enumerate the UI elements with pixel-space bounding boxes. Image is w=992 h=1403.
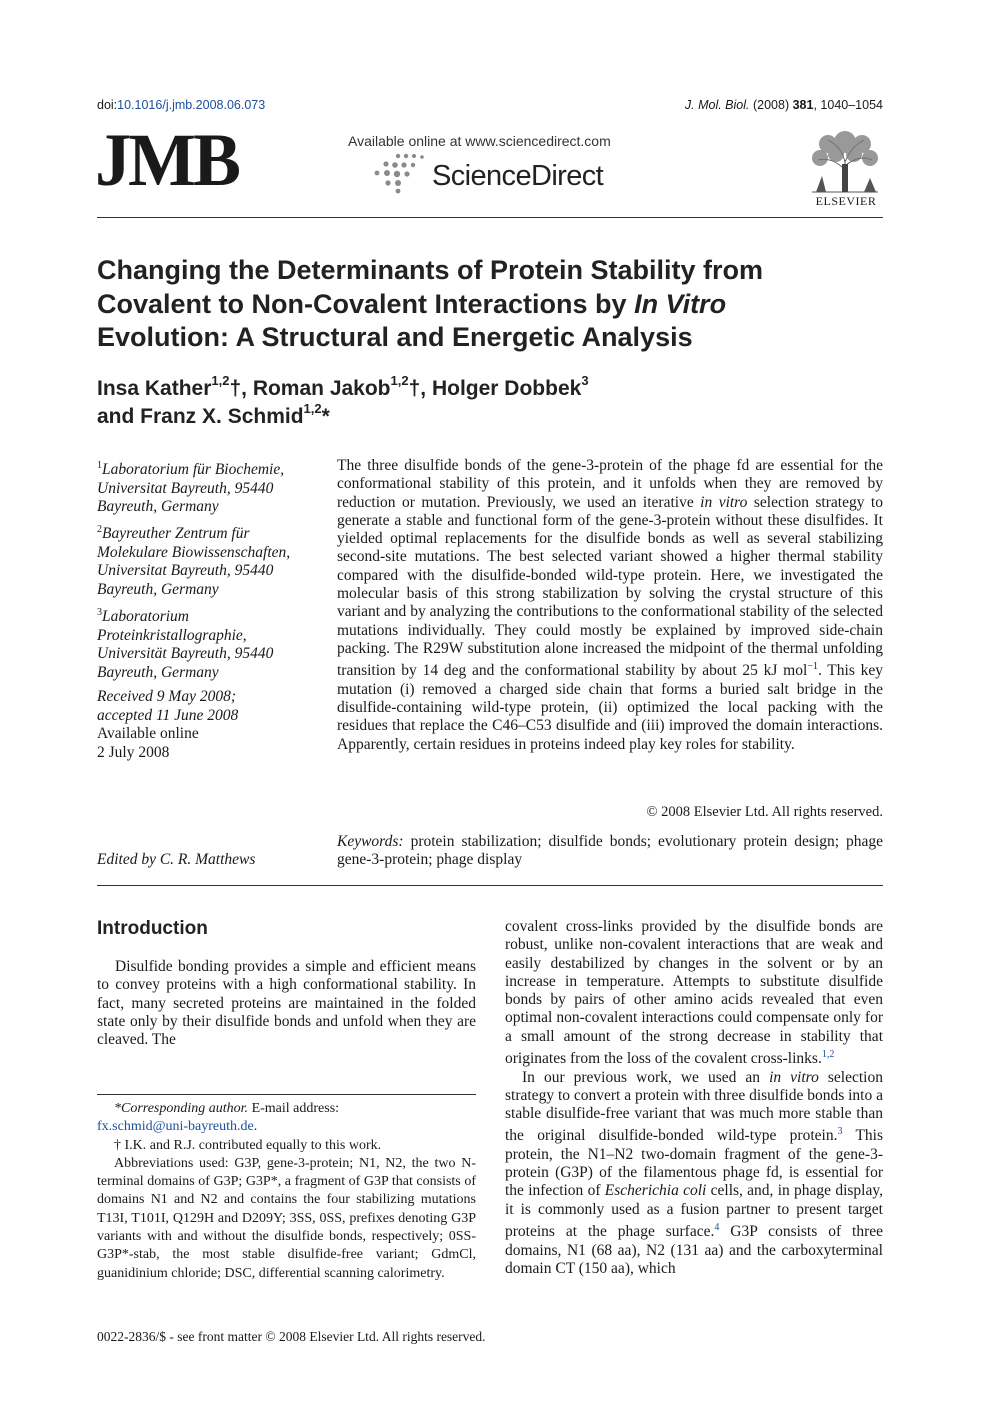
intro-heading: Introduction: [97, 918, 208, 939]
corresponding-label: *Corresponding author.: [114, 1101, 249, 1116]
email-end: .: [253, 1119, 258, 1135]
keywords-text: protein stabilization; disulfide bonds; evolutionary protein design; phage gene-3-protein; phage display: [337, 833, 883, 869]
intro-right-paragraph-2: [505, 1069, 883, 1279]
journal-name: J. Mol. Biol.: [684, 98, 750, 112]
keywords-label: Keywords:: [337, 833, 404, 850]
author-2-sup: 1,2: [390, 373, 409, 388]
affiliation-2-l1: Bayreuther Zentrum für: [102, 525, 250, 543]
doi-prefix: doi:: [97, 98, 118, 112]
intro-right-text-2b: selection strategy to convert a protein with three disulfide bonds into a stable disulfide-free variant that was much more stable than the original disulfide-bonded wild-type protein.: [505, 1068, 883, 1145]
corresponding-text: E-mail address:: [248, 1101, 340, 1116]
intro-paragraph-1: Disulfide bonding provides a simple and efficient means to convey proteins with a high conformational stability. In fact, many secreted proteins are maintained in the folded state only by their disulfide bonds and unfold when they are cleaved. The: [97, 958, 476, 1049]
ref-4[interactable]: 4: [714, 1222, 720, 1234]
sciencedirect-wordmark: ScienceDirect: [432, 160, 604, 192]
intro-right-text-2d: cells, and, in phage display, it is commonly used as a fusion partner to present target proteins at the phage surface.: [505, 1182, 883, 1241]
title-line-1: Changing the Determinants of Protein Stability from: [97, 255, 764, 285]
affiliation-1-num: 1: [97, 460, 102, 471]
copyright: © 2008 Elsevier Ltd. All rights reserved.: [646, 804, 883, 820]
author-1-mark: †,: [229, 377, 253, 400]
ref-1-2[interactable]: 1,2: [821, 1049, 835, 1061]
elsevier-tree-icon: [806, 130, 884, 194]
abstract-part-1: The three disulfide bonds of the gene-3-protein of the phage fd are essential for the conformational stability of this protein, and it unfolds when they are removed by reduction or mutation. Previously, we used an iterative: [337, 457, 883, 511]
affiliation-3-num: 3: [97, 607, 102, 618]
intro-right-text-2e: G3P consists of three domains, N1 (68 aa), N2 (131 aa) and the carboxyterminal domain CT (150 aa), which: [505, 1223, 883, 1277]
affiliation-3-l2: Proteinkristallographie,: [97, 626, 247, 644]
intro-right-paragraph-1: [505, 918, 883, 1069]
author-2: Roman Jakob: [252, 377, 391, 400]
keywords: [337, 833, 883, 870]
page-footer: 0022-2836/$ - see front matter © 2008 Elsevier Ltd. All rights reserved.: [97, 1329, 486, 1344]
intro-right-italic: in vitro: [769, 1068, 819, 1086]
affiliation-1-l3: Bayreuth, Germany: [97, 498, 219, 516]
author-1-sup: 1,2: [211, 373, 230, 388]
intro-right-text-2a: In our previous work, we used an: [522, 1068, 770, 1086]
author-3: Holger Dobbek: [431, 377, 582, 400]
available-online: Available online at www.sciencedirect.com: [348, 133, 611, 149]
edited-by: Edited by C. R. Matthews: [97, 851, 256, 868]
abstract-part-3: . This key mutation (i) removed a charged side chain that forms a buried salt bridge in the disulfide-containing wild-type protein, (ii) optimized the local packing with the residues that replace the C46–C53 disulfide and (iii) improved the domain interactions. Apparently, certain residues in proteins indeed play key roles for stability.: [337, 662, 883, 753]
affiliation-1: [97, 457, 312, 517]
footnote-rule: [97, 1094, 476, 1095]
intro-right-text-2c: This protein, the N1–N2 two-domain fragment of the gene-3-protein (G3P) of the filamentous phage fd, is essential for the infection of: [505, 1127, 883, 1200]
title-line-3: Evolution: A Structural and Energetic Analysis: [97, 322, 693, 352]
authors-line-1: [97, 375, 589, 401]
jmb-logo: JMB: [95, 118, 238, 202]
pages: 1040–1054: [820, 98, 883, 112]
intro-right-italic-2: Escherichia coli: [604, 1182, 707, 1200]
abbreviations: Abbreviations used: G3P, gene-3-protein; N1, N2, the two N-terminal domains of G3P; G3P*, a fragment of G3P that consists of domains N1 and N2 and contains the four stabilizing mutations T13I, T101I, Q129H and D209Y; 3SS, 0SS, prefixes denoting G3P variants with and without the disulfide bonds, respectively; 0SS-G3P*-stab, the most stable disulfide-free variant; GdmCl, guanidinium chloride; DSC, differential scanning calorimetry.: [97, 1155, 476, 1281]
article-dates: [97, 688, 312, 762]
author-2-mark: †,: [408, 377, 432, 400]
title-italic: In Vitro: [634, 289, 727, 319]
author-3-sup: 3: [581, 373, 589, 388]
affiliation-2-l2: Molekulare Biowissenschaften,: [97, 543, 291, 561]
year: (2008): [752, 98, 790, 112]
authors-line-2: [97, 403, 330, 429]
affiliation-2-num: 2: [97, 524, 102, 535]
equal-contribution: † I.K. and R.J. contributed equally to this work.: [114, 1137, 382, 1153]
affiliation-1-l2: Universitat Bayreuth, 95440: [97, 479, 274, 497]
author-4-mark: *: [321, 405, 330, 428]
intro-right-text-1: covalent cross-links provided by the disulfide bonds are robust, unlike non-covalent interactions that are weak and easily destabilized by changes in the solvent or by an increase in temperature. Attempts to substitute disulfide bonds by pairs of other amino acids revealed that even optimal non-covalent interactions could compensate only for a small amount of the strong decrease in stability that originates from the loss of the covalent cross-links.: [505, 918, 883, 1068]
email-link[interactable]: fx.schmid@uni-bayreuth.de: [97, 1119, 254, 1135]
author-4-pre: and: [97, 405, 141, 428]
intro-right-column: [505, 918, 883, 1278]
affiliation-2-l3: Universitat Bayreuth, 95440: [97, 562, 274, 580]
footnotes: [97, 1100, 476, 1283]
online-date: 2 July 2008: [97, 743, 170, 761]
affiliation-3-l3: Universität Bayreuth, 95440: [97, 645, 274, 663]
citation: J. Mol. Biol. (2008) 381, 1040–1054: [684, 98, 883, 112]
doi-link[interactable]: 10.1016/j.jmb.2008.06.073: [117, 98, 266, 112]
masthead-rule: [97, 217, 883, 218]
author-1: Insa Kather: [97, 377, 212, 400]
abstract-rule: [97, 885, 883, 886]
author-4: Franz X. Schmid: [140, 405, 304, 428]
accepted-date: accepted 11 June 2008: [97, 706, 239, 724]
affiliation-1-l1: Laboratorium für Biochemie,: [102, 461, 285, 479]
doi-line: [97, 98, 265, 112]
affiliation-3-l1: Laboratorium: [102, 608, 189, 626]
intro-left-paragraph: [97, 958, 476, 1049]
title-line-2-text: Covalent to Non-Covalent Interactions by: [97, 289, 635, 319]
title-line-2: [97, 289, 726, 320]
abstract-sup: −1: [807, 661, 818, 673]
abstract-part-2: selection strategy to generate a stable and functional form of the gene-3-protein without these disulfides. It yielded optimal replacements for the disulfide bonds as well as several stabilizing second-site mutations. The best selected variant showed a higher thermal stability compared with the disulfide-bonded wild-type protein. Here, we investigated the molecular basis of this strong stabilization by solving the crystal structure of this variant and by analyzing the contributions to the conformational stability of the selected mutations individually. They could mostly be explained by improved side-chain packing. The R29W substitution alone increased the midpoint of the thermal unfolding transition by 14 deg and the conformational stability by about 25 kJ mol: [337, 493, 883, 680]
author-4-sup: 1,2: [303, 401, 322, 416]
ref-3[interactable]: 3: [837, 1126, 843, 1138]
affiliation-3-l4: Bayreuth, Germany: [97, 663, 219, 681]
sciencedirect-dots-icon: [372, 152, 428, 194]
affiliation-3: [97, 604, 312, 682]
online-label: Available online: [97, 725, 199, 742]
volume: 381: [792, 98, 814, 112]
abstract: [337, 457, 883, 754]
received-date: Received 9 May 2008;: [97, 688, 237, 705]
affiliation-2: [97, 521, 312, 599]
elsevier-wordmark: ELSEVIER: [815, 194, 877, 208]
affiliation-2-l4: Bayreuth, Germany: [97, 580, 219, 598]
abstract-italic: in vitro: [700, 493, 748, 511]
